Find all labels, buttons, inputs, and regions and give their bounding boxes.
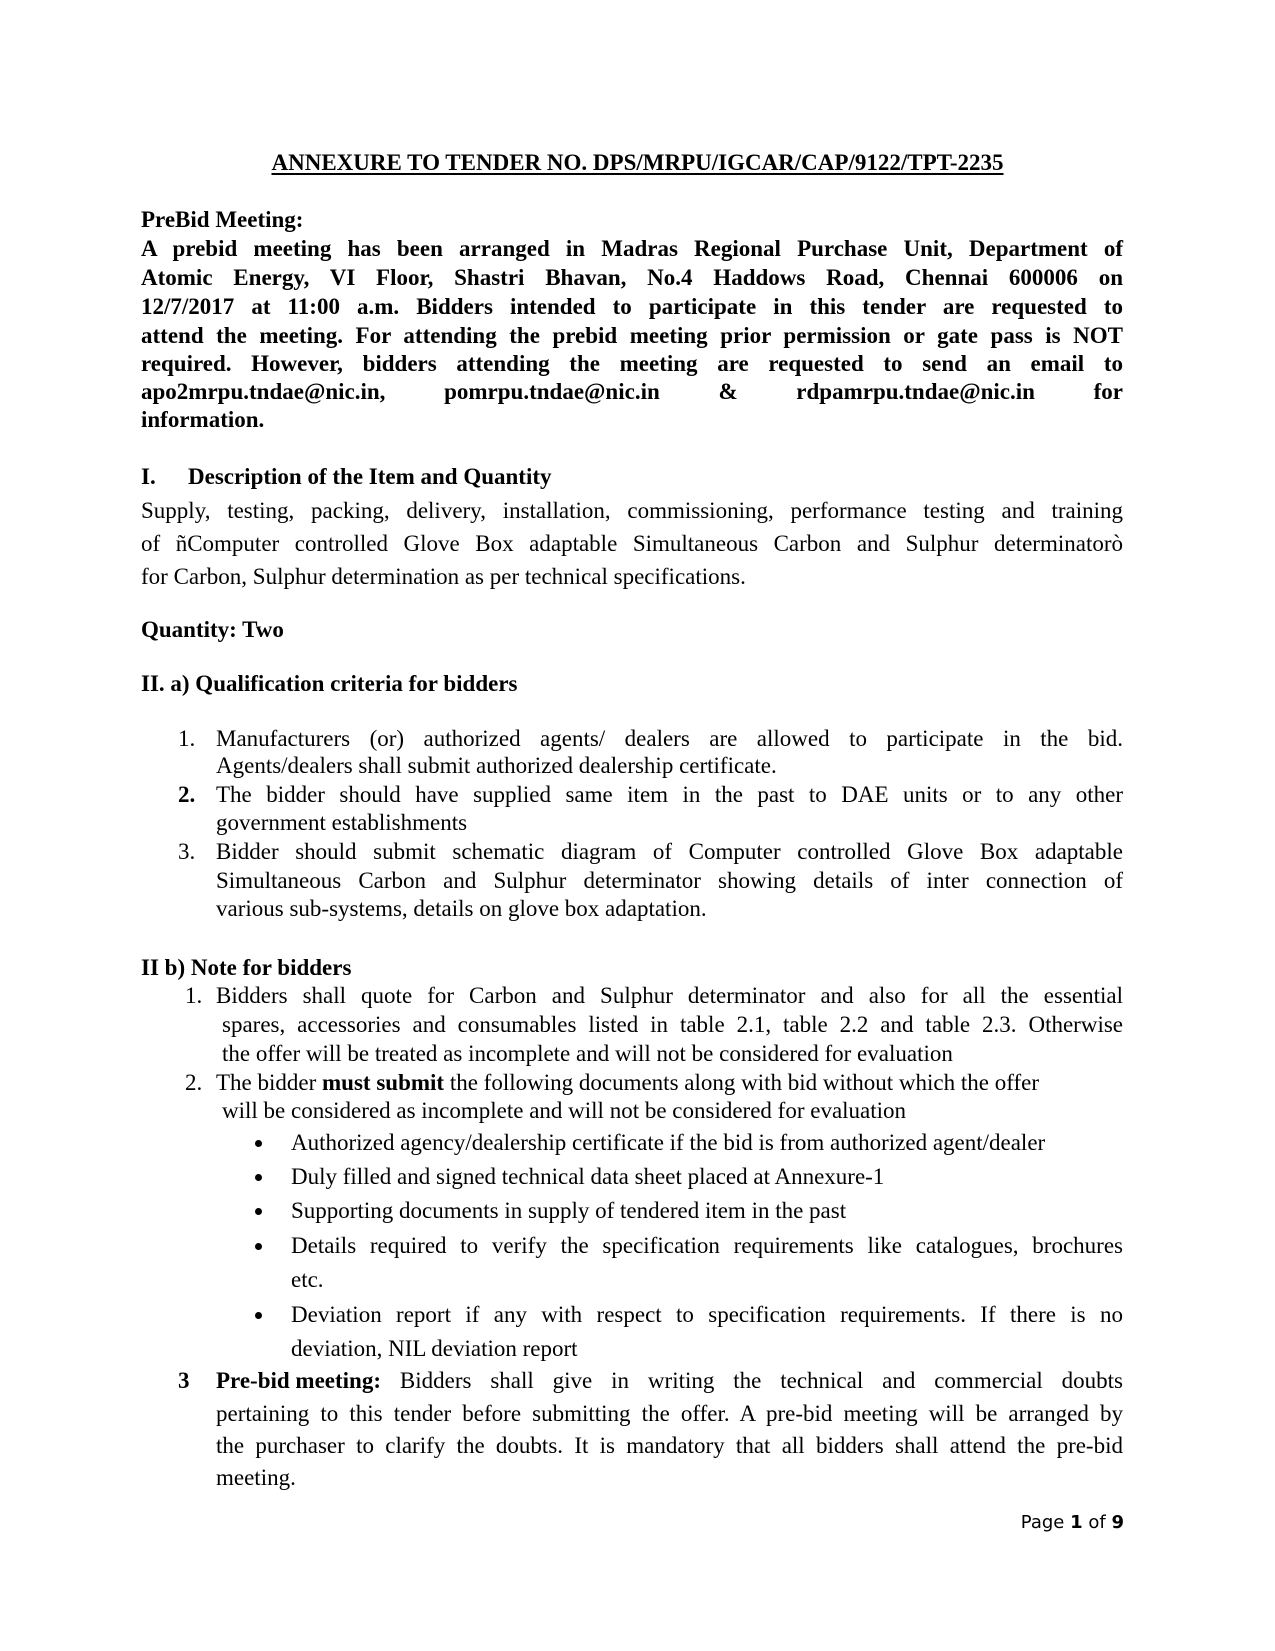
note-line: the offer will be treated as incomplete and will not be considered for evaluation bbox=[222, 1041, 953, 1066]
section2a-heading: II. a) Qualification criteria for bidders bbox=[141, 671, 518, 696]
criteria-number: 1. bbox=[178, 726, 196, 751]
criteria-line: Simultaneous Carbon and Sulphur determinator showing details of inter connection of bbox=[216, 868, 1123, 893]
note-number: 1. bbox=[185, 983, 203, 1008]
criteria-line: various sub-systems, details on glove box adaptation. bbox=[216, 896, 707, 921]
ampersand: & bbox=[718, 379, 738, 404]
note-line: spares, accessories and consumables listed in table 2.1, table 2.2 and table 2.3. Otherwise bbox=[222, 1012, 1123, 1037]
note2-pre: The bidder bbox=[216, 1070, 323, 1095]
note-line: meeting. bbox=[216, 1465, 296, 1490]
criteria-line: Bidder should submit schematic diagram of Computer controlled Glove Box adaptable bbox=[216, 839, 1123, 864]
bullet-icon bbox=[255, 1243, 262, 1250]
note-number: 2. bbox=[185, 1070, 203, 1095]
prebid-line: required. However, bidders attending the meeting are requested to send an email to bbox=[141, 351, 1123, 376]
bullet-line: Supporting documents in supply of tendered item in the past bbox=[291, 1198, 847, 1223]
page-label: Page bbox=[1020, 1512, 1065, 1533]
page-number bbox=[1000, 1511, 1124, 1535]
prebid-line: Atomic Energy, VI Floor, Shastri Bhavan, No.4 Haddows Road, Chennai 600006 on bbox=[141, 265, 1123, 290]
note3-first: Bidders shall give in writing the technical and commercial doubts bbox=[381, 1368, 1123, 1393]
bullet-line: Authorized agency/dealership certificate if the bid is from authorized agent/dealer bbox=[291, 1130, 1046, 1155]
bullet-line: etc. bbox=[291, 1267, 324, 1292]
note-line: the purchaser to clarify the doubts. It is mandatory that all bidders shall attend the pre-bid bbox=[216, 1433, 1123, 1458]
bullet-line: Details required to verify the specification requirements like catalogues, brochures bbox=[291, 1233, 1123, 1258]
prebid-line: A prebid meeting has been arranged in Madras Regional Purchase Unit, Department of bbox=[141, 236, 1123, 261]
criteria-number: 3. bbox=[178, 839, 196, 864]
criteria-number: 2. bbox=[178, 782, 196, 807]
note-line: pertaining to this tender before submitting the offer. A pre-bid meeting will be arranged by bbox=[216, 1401, 1123, 1426]
prebid-last-line: information. bbox=[141, 407, 265, 432]
prebid-line: attend the meeting. For attending the prebid meeting prior permission or gate pass is NOT bbox=[141, 323, 1123, 348]
note3-bold: Pre-bid meeting: bbox=[216, 1368, 382, 1393]
note-line: will be considered as incomplete and will not be considered for evaluation bbox=[222, 1098, 907, 1123]
note2-post: the following documents along with bid without which the offer bbox=[444, 1070, 1040, 1095]
email-link-rdpamrpu[interactable]: rdpamrpu.tndae@nic.in bbox=[796, 379, 1035, 404]
bullet-icon bbox=[255, 1312, 262, 1319]
section1-number: I. bbox=[141, 464, 156, 489]
bullet-icon bbox=[255, 1140, 262, 1147]
quantity: Quantity: Two bbox=[141, 617, 284, 642]
of-label: of bbox=[1088, 1512, 1106, 1533]
bullet-line: Duly filled and signed technical data sheet placed at Annexure-1 bbox=[291, 1164, 885, 1189]
total-pages: 9 bbox=[1111, 1512, 1124, 1533]
section1-line: Supply, testing, packing, delivery, installation, commissioning, performance testing and training bbox=[141, 498, 1123, 523]
document-title: ANNEXURE TO TENDER NO. DPS/MRPU/IGCAR/CAP/9122/TPT-2235 bbox=[271, 150, 1004, 175]
section1-line: for Carbon, Sulphur determination as per technical specifications. bbox=[141, 564, 746, 589]
note2-bold: must submit bbox=[322, 1070, 445, 1095]
for-word: for bbox=[1093, 379, 1123, 404]
bullet-line: Deviation report if any with respect to specification requirements. If there is no bbox=[291, 1302, 1123, 1327]
bullet-line: deviation, NIL deviation report bbox=[291, 1336, 578, 1361]
section1-heading: Description of the Item and Quantity bbox=[188, 464, 552, 489]
note-line bbox=[216, 1367, 1123, 1395]
note-line: Bidders shall quote for Carbon and Sulphur determinator and also for all the essential bbox=[216, 983, 1123, 1008]
prebid-heading: PreBid Meeting: bbox=[141, 207, 304, 232]
email-link-apo2[interactable]: apo2mrpu.tndae@nic.in, bbox=[141, 379, 386, 404]
email-link-pomrpu[interactable]: pomrpu.tndae@nic.in bbox=[444, 379, 660, 404]
section2b-heading: II b) Note for bidders bbox=[141, 955, 352, 980]
note-line bbox=[216, 1069, 1123, 1097]
prebid-line: 12/7/2017 at 11:00 a.m. Bidders intended to participate in this tender are requested to bbox=[141, 294, 1123, 319]
prebid-email-line bbox=[141, 378, 1123, 406]
current-page: 1 bbox=[1070, 1512, 1083, 1533]
bullet-icon bbox=[255, 1208, 262, 1215]
criteria-line: Agents/dealers shall submit authorized dealership certificate. bbox=[216, 753, 777, 778]
bullet-icon bbox=[255, 1174, 262, 1181]
note-number: 3 bbox=[178, 1368, 190, 1393]
criteria-line: The bidder should have supplied same item in the past to DAE units or to any other bbox=[216, 782, 1123, 807]
criteria-line: Manufacturers (or) authorized agents/ dealers are allowed to participate in the bid. bbox=[216, 726, 1123, 751]
criteria-line: government establishments bbox=[216, 810, 468, 835]
section1-line: of ñComputer controlled Glove Box adaptable Simultaneous Carbon and Sulphur determinatorò bbox=[141, 531, 1123, 556]
